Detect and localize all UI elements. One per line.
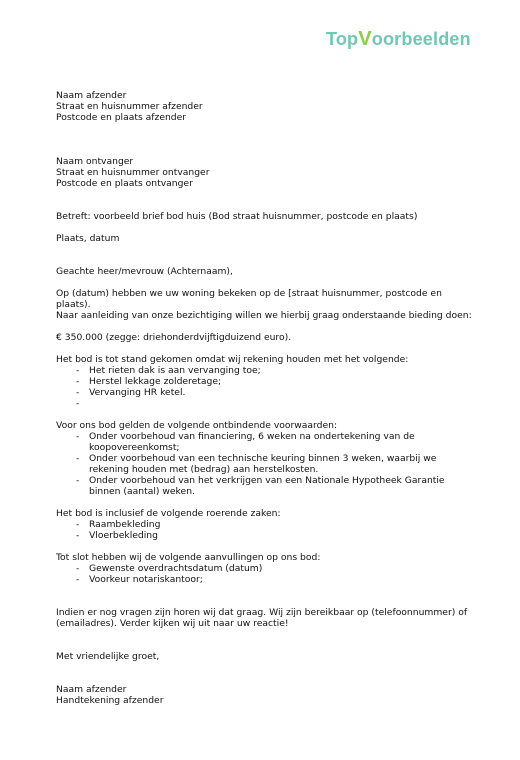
additions-intro: Tot slot hebben wij de volgende aanvullingen op ons bod: bbox=[56, 552, 321, 563]
list-item: - Raambekleding bbox=[56, 519, 476, 530]
recipient-street: Straat en huisnummer ontvanger bbox=[56, 167, 210, 178]
movables-intro: Het bod is inclusief de volgende roerende zaken: bbox=[56, 508, 281, 519]
considerations-section bbox=[56, 354, 476, 409]
list-item: - Vervanging HR ketel. bbox=[56, 387, 476, 398]
sender-city: Postcode en plaats afzender bbox=[56, 112, 187, 123]
additions-list bbox=[56, 563, 476, 585]
place-date: Plaats, datum bbox=[56, 233, 120, 244]
logo-text-top: Top bbox=[326, 29, 359, 49]
logo-v-checkmark: V bbox=[358, 28, 372, 50]
closing-line: (emailadres). Verder kijken wij uit naar uw reactie! bbox=[56, 618, 289, 629]
list-item: - Onder voorbehoud van een technische keuring binnen 3 weken, waarbij we rekening houden met (bedrag) aan herstelkosten. bbox=[56, 453, 476, 475]
letter-body bbox=[56, 90, 476, 706]
subject-line: Betreft: voorbeeld brief bod huis (Bod straat huisnummer, postcode en plaats) bbox=[56, 211, 418, 222]
list-item: - Vloerbekleding bbox=[56, 530, 476, 541]
conditions-section bbox=[56, 420, 476, 497]
list-item: - Gewenste overdrachtsdatum (datum) bbox=[56, 563, 476, 574]
closing-paragraph bbox=[56, 607, 476, 629]
additions-section bbox=[56, 552, 476, 585]
recipient-city: Postcode en plaats ontvanger bbox=[56, 178, 193, 189]
signature-block bbox=[56, 684, 476, 706]
intro-paragraph bbox=[56, 288, 476, 321]
sender-street: Straat en huisnummer afzender bbox=[56, 101, 203, 112]
recipient-name: Naam ontvanger bbox=[56, 156, 134, 167]
bid-amount: € 350.000 (zegge: driehonderdvijftigduizend euro). bbox=[56, 332, 292, 343]
recipient-block bbox=[56, 156, 476, 189]
list-item: - Onder voorbehoud van het verkrijgen van een Nationale Hypotheek Garantie binnen (aantal) weken. bbox=[56, 475, 476, 497]
list-item: - Onder voorbehoud van financiering, 6 weken na ondertekening van de koopovereenkomst; bbox=[56, 431, 476, 453]
conditions-intro: Voor ons bod gelden de volgende ontbindende voorwaarden: bbox=[56, 420, 338, 431]
topvoorbeelden-logo[interactable] bbox=[326, 28, 471, 51]
conditions-list bbox=[56, 431, 476, 497]
sender-name: Naam afzender bbox=[56, 90, 127, 101]
signature-name: Naam afzender bbox=[56, 684, 127, 695]
list-item bbox=[56, 398, 476, 409]
salutation: Geachte heer/mevrouw (Achternaam), bbox=[56, 266, 233, 277]
signature-line: Handtekening afzender bbox=[56, 695, 164, 706]
sender-block bbox=[56, 90, 476, 123]
list-item: - Herstel lekkage zolderetage; bbox=[56, 376, 476, 387]
list-item: - Voorkeur notariskantoor; bbox=[56, 574, 476, 585]
list-item: - Het rieten dak is aan vervanging toe; bbox=[56, 365, 476, 376]
greeting: Met vriendelijke groet, bbox=[56, 651, 160, 662]
movables-list bbox=[56, 519, 476, 541]
logo-text-oorbeelden: oorbeelden bbox=[371, 29, 471, 49]
closing-line: Indien er nog vragen zijn horen wij dat graag. Wij zijn bereikbaar op (telefoonnummer) of bbox=[56, 607, 468, 618]
considerations-intro: Het bod is tot stand gekomen omdat wij rekening houden met het volgende: bbox=[56, 354, 409, 365]
considerations-list bbox=[56, 365, 476, 409]
movables-section bbox=[56, 508, 476, 541]
intro-line: Op (datum) hebben we uw woning bekeken op de [straat huisnummer, postcode en plaats). bbox=[56, 288, 442, 310]
intro-line: Naar aanleiding van onze bezichtiging willen we hierbij graag onderstaande bieding doen: bbox=[56, 310, 472, 321]
